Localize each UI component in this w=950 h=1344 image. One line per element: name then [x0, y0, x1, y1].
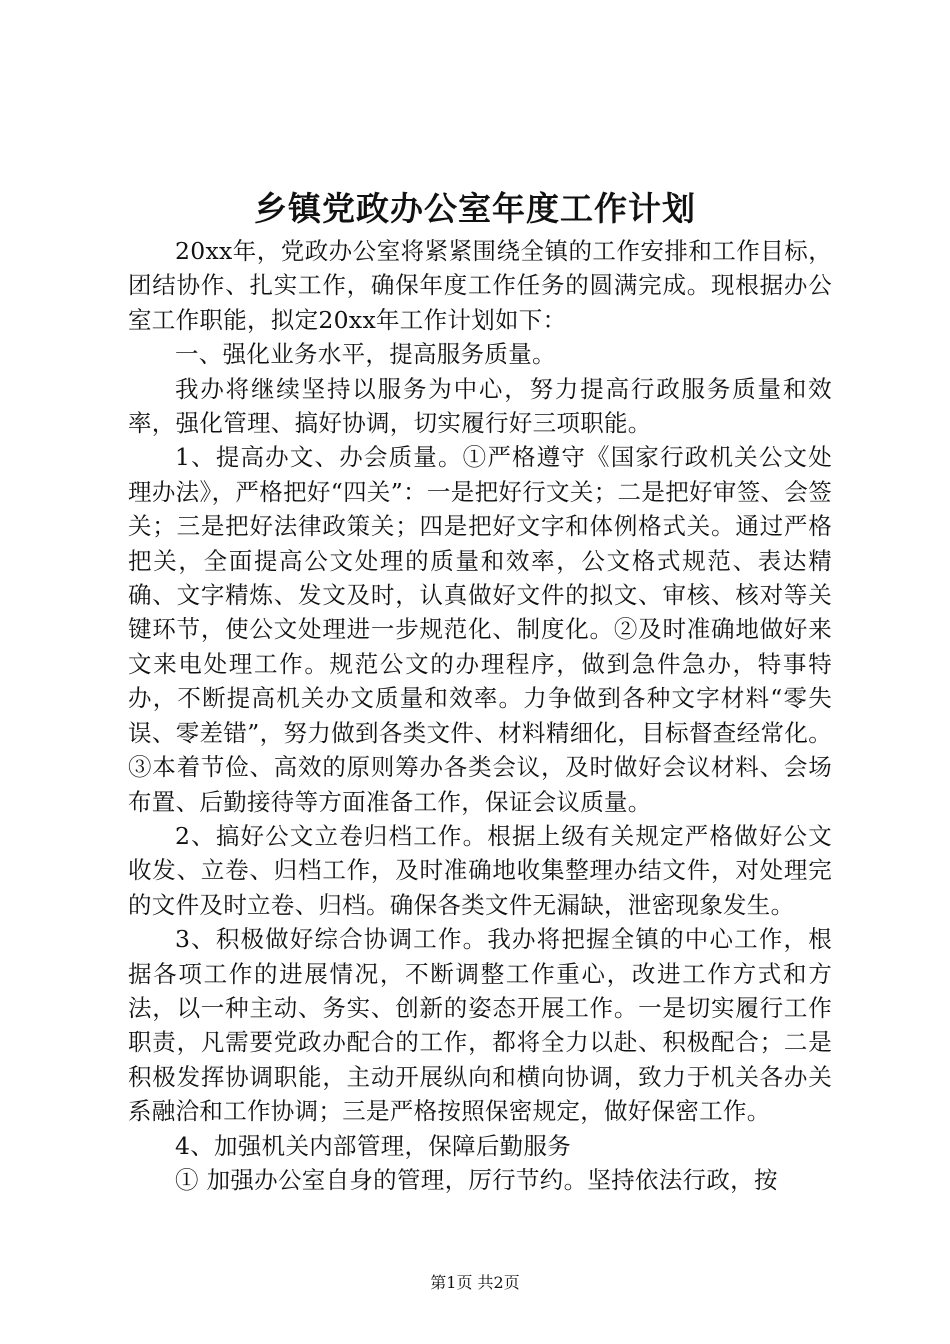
page-footer: 第1页 共2页: [430, 1273, 520, 1292]
item-1-paragraph: 1、提高办文、办会质量。①严格遵守《国家行政机关公文处理办法》，严格把好“四关”：一是把好行文关；二是把好审签、会签关；三是把好法律政策关；四是把好文字和体例格式关。通过严格把关，全面提高公文处理的质量和效率，公文格式规范、表达精确、文字精炼、发文及时，认真做好文件的拟文、审核、核对等关键环节，使公文处理进一步规范化、制度化。②及时准确地做好来文来电处理工作。规范公文的办理程序，做到急件急办，特事特办，不断提高机关办文质量和效率。力争做到各种文字材料“零失误、零差错”，努力做到各类文件、材料精细化，目标督查经常化。③本着节俭、高效的原则筹办各类会议，及时做好会议材料、会场布置、后勤接待等方面准备工作，保证会议质量。: [128, 443, 832, 816]
intro-paragraph: 20xx年，党政办公室将紧紧围绕全镇的工作安排和工作目标，团结协作、扎实工作，确保年度工作任务的圆满完成。现根据办公室工作职能，拟定20xx年工作计划如下：: [128, 237, 832, 334]
item-4-sub-1-paragraph: ① 加强办公室自身的管理，厉行节约。坚持依法行政，按: [175, 1165, 778, 1194]
section-1-intro-paragraph: 我办将继续坚持以服务为中心，努力提高行政服务质量和效率，强化管理、搞好协调，切实履行好三项职能。: [128, 374, 832, 438]
item-3-paragraph: 3、积极做好综合协调工作。我办将把握全镇的中心工作，根据各项工作的进展情况，不断调整工作重心，改进工作方式和方法，以一种主动、务实、创新的姿态开展工作。一是切实履行工作职责，凡需要党政办配合的工作，都将全力以赴、积极配合；二是积极发挥协调职能，主动开展纵向和横向协调，致力于机关各办关系融洽和工作协调；三是严格按照保密规定，做好保密工作。: [128, 925, 832, 1126]
document-body: [128, 234, 832, 1197]
item-2-paragraph: 2、搞好公文立卷归档工作。根据上级有关规定严格做好公文收发、立卷、归档工作，及时准确地收集整理办结文件，对处理完的文件及时立卷、归档。确保各类文件无漏缺，泄密现象发生。: [128, 821, 832, 919]
section-heading-1: 一、强化业务水平，提高服务质量。: [175, 340, 556, 369]
document-title: 乡镇党政办公室年度工作计划: [254, 189, 696, 228]
item-4-heading: 4、加强机关内部管理，保障后勤服务: [175, 1131, 572, 1160]
